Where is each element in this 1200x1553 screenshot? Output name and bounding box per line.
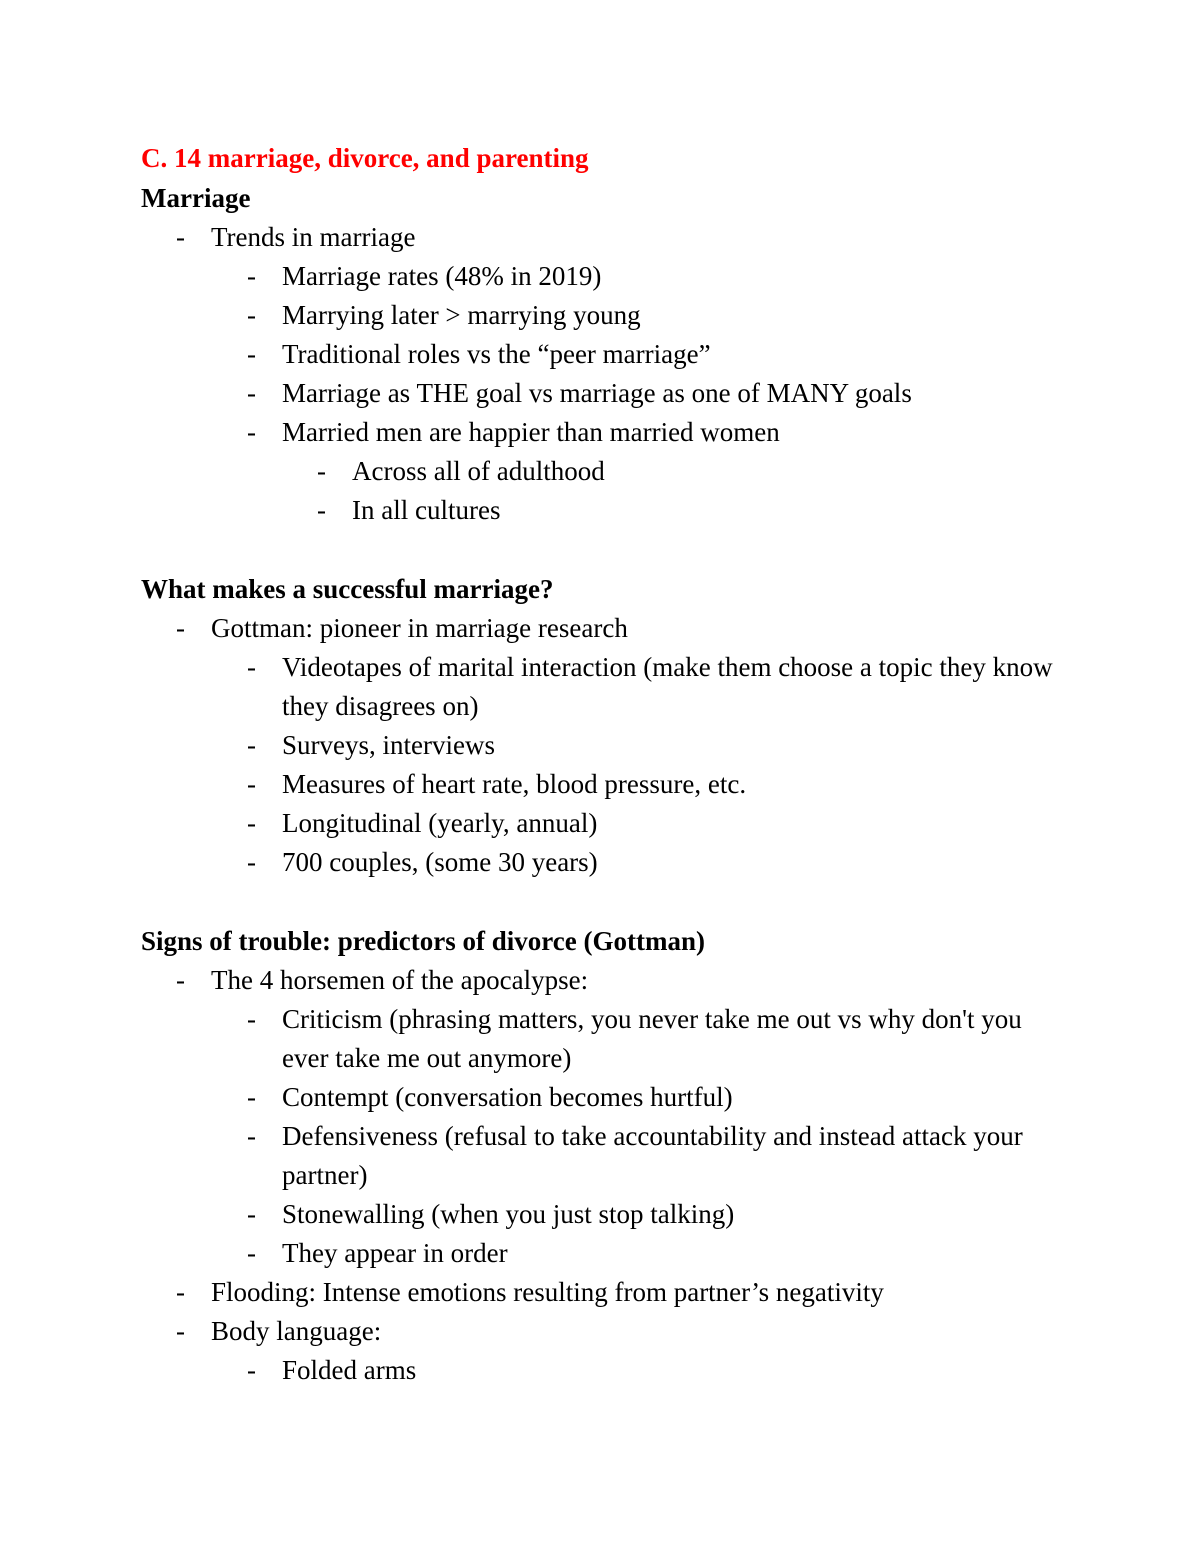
bullet-dash: -	[317, 456, 326, 486]
section-spacer	[141, 530, 1061, 569]
outline-item-text: They appear in order	[282, 1238, 508, 1268]
outline-item-text: Surveys, interviews	[282, 730, 495, 760]
bullet-dash: -	[176, 613, 185, 643]
outline-item	[141, 1234, 1061, 1273]
outline-item	[141, 1351, 1061, 1390]
bullet-dash: -	[247, 1238, 256, 1268]
outline-item	[141, 1273, 1061, 1312]
bullet-dash: -	[247, 808, 256, 838]
bullet-dash: -	[247, 300, 256, 330]
outline-item-text: In all cultures	[352, 495, 501, 525]
outline-item-text: Defensiveness (refusal to take accountability and instead attack your partner)	[282, 1121, 1023, 1190]
outline-item	[141, 452, 1061, 491]
outline-item	[141, 1195, 1061, 1234]
outline-item	[141, 961, 1061, 1000]
outline-item-text: Trends in marriage	[211, 222, 416, 252]
outline-item-text: Gottman: pioneer in marriage research	[211, 613, 628, 643]
bullet-dash: -	[247, 1121, 256, 1151]
bullet-dash: -	[247, 769, 256, 799]
outline-item	[141, 1078, 1061, 1117]
outline-item	[141, 413, 1061, 452]
outline-item	[141, 1117, 1061, 1195]
bullet-dash: -	[247, 1082, 256, 1112]
outline-item-text: Longitudinal (yearly, annual)	[282, 808, 598, 838]
section-heading: What makes a successful marriage?	[141, 574, 554, 604]
outline-item-text: Married men are happier than married women	[282, 417, 780, 447]
outline-item	[141, 1000, 1061, 1078]
bullet-dash: -	[247, 1199, 256, 1229]
outline-item	[141, 218, 1061, 257]
outline-item	[141, 257, 1061, 296]
outline-item	[141, 1312, 1061, 1351]
outline-item-text: 700 couples, (some 30 years)	[282, 847, 598, 877]
outline-item-text: Traditional roles vs the “peer marriage”	[282, 339, 711, 369]
outline-item-text: Measures of heart rate, blood pressure, etc.	[282, 769, 747, 799]
outline-item	[141, 843, 1061, 882]
outline-item-text: Folded arms	[282, 1355, 417, 1385]
outline-item-text: Criticism (phrasing matters, you never take me out vs why don't you ever take me out anymore)	[282, 1004, 1022, 1073]
outline-item	[141, 648, 1061, 726]
outline-item	[141, 374, 1061, 413]
bullet-dash: -	[247, 1004, 256, 1034]
bullet-dash: -	[247, 730, 256, 760]
bullet-dash: -	[247, 339, 256, 369]
bullet-dash: -	[247, 847, 256, 877]
document-title: C. 14 marriage, divorce, and parenting	[141, 143, 589, 173]
section-heading: Signs of trouble: predictors of divorce (Gottman)	[141, 926, 705, 956]
bullet-dash: -	[176, 1316, 185, 1346]
outline-item-text: Body language:	[211, 1316, 382, 1346]
outline-item-text: Marrying later > marrying young	[282, 300, 641, 330]
bullet-dash: -	[247, 417, 256, 447]
bullet-dash: -	[176, 965, 185, 995]
bullet-dash: -	[247, 378, 256, 408]
outline-item	[141, 765, 1061, 804]
outline-item-text: Contempt (conversation becomes hurtful)	[282, 1082, 733, 1112]
outline-item-text: Stonewalling (when you just stop talking)	[282, 1199, 735, 1229]
outline-item-text: The 4 horsemen of the apocalypse:	[211, 965, 589, 995]
bullet-dash: -	[176, 1277, 185, 1307]
outline-item	[141, 335, 1061, 374]
outline-item	[141, 296, 1061, 335]
outline-item-text: Marriage rates (48% in 2019)	[282, 261, 602, 291]
outline-item	[141, 726, 1061, 765]
outline-item-text: Flooding: Intense emotions resulting from partner’s negativity	[211, 1277, 884, 1307]
outline-item-text: Across all of adulthood	[352, 456, 605, 486]
document-content	[141, 138, 1061, 1390]
outline-item	[141, 491, 1061, 530]
outline-item	[141, 609, 1061, 648]
outline-item	[141, 804, 1061, 843]
sections-container	[141, 178, 1061, 1390]
bullet-dash: -	[176, 222, 185, 252]
section-heading: Marriage	[141, 183, 251, 213]
bullet-dash: -	[317, 495, 326, 525]
outline-item-text: Marriage as THE goal vs marriage as one of MANY goals	[282, 378, 912, 408]
bullet-dash: -	[247, 261, 256, 291]
bullet-dash: -	[247, 1355, 256, 1385]
bullet-dash: -	[247, 652, 256, 682]
outline-item-text: Videotapes of marital interaction (make them choose a topic they know they disagrees on)	[282, 652, 1053, 721]
section-spacer	[141, 882, 1061, 921]
